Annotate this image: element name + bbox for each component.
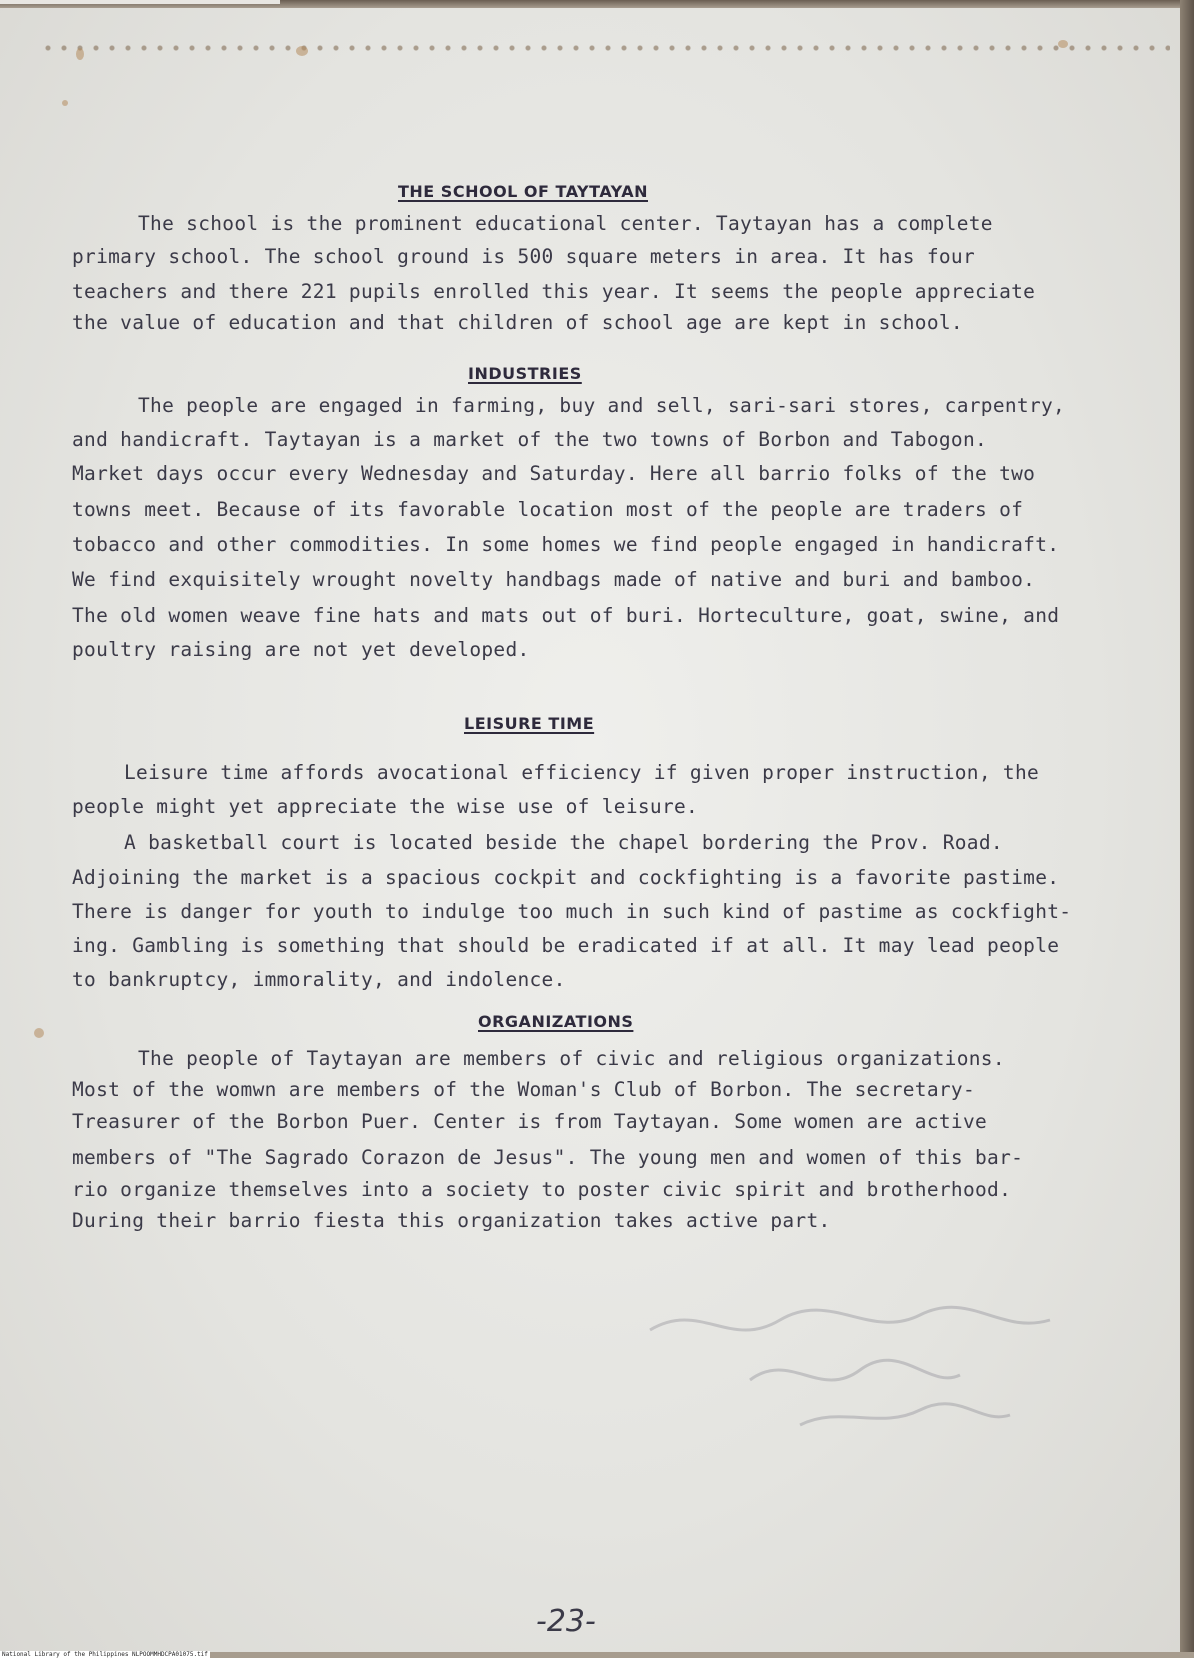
- paper-stain: [62, 100, 68, 106]
- section-heading-leisure: LEISURE TIME: [464, 714, 595, 733]
- section-heading-organizations: ORGANIZATIONS: [478, 1012, 634, 1031]
- paragraph-line: poultry raising are not yet developed.: [72, 638, 530, 661]
- perforation-marks: [40, 36, 1170, 64]
- paragraph-line: A basketball court is located beside the chapel bordering the Prov. Road.: [124, 831, 1003, 854]
- paper-stain: [1058, 40, 1068, 48]
- paragraph-line: Treasurer of the Borbon Puer. Center is from Taytayan. Some women are active: [72, 1110, 988, 1133]
- paragraph-line: towns meet. Because of its favorable location most of the people are traders of: [72, 498, 1024, 521]
- paragraph-line: primary school. The school ground is 500 square meters in area. It has four: [72, 245, 975, 268]
- section-heading-school: THE SCHOOL OF TAYTAYAN: [398, 182, 648, 201]
- paragraph-line: to bankruptcy, immorality, and indolence.: [72, 968, 566, 991]
- paragraph-line: Market days occur every Wednesday and Saturday. Here all barrio folks of the two: [72, 462, 1036, 485]
- faint-signature: [640, 1290, 1060, 1440]
- paragraph-line: the value of education and that children of school age are kept in school.: [72, 311, 963, 334]
- page-number: -23-: [536, 1604, 596, 1639]
- scan-edge-right: [1180, 0, 1194, 1658]
- paragraph-line: There is danger for youth to indulge too much in such kind of pastime as cockfight-: [72, 900, 1072, 923]
- paragraph-line: Adjoining the market is a spacious cockpit and cockfighting is a favorite pastime.: [72, 866, 1060, 889]
- paragraph-line: and handicraft. Taytayan is a market of the two towns of Borbon and Tabogon.: [72, 428, 988, 451]
- footer-caption: National Library of the Philippines NLPOOMMHDCPA01075.tif: [2, 1651, 208, 1658]
- paragraph-line: people might yet appreciate the wise use of leisure.: [72, 795, 699, 818]
- paragraph-line: During their barrio fiesta this organization takes active part.: [72, 1209, 831, 1232]
- paper-stain: [76, 48, 84, 60]
- scan-edge-strip: [0, 0, 280, 4]
- paragraph-line: tobacco and other commodities. In some homes we find people engaged in handicraft.: [72, 533, 1060, 556]
- paragraph-line: The old women weave fine hats and mats out of buri. Horteculture, goat, swine, and: [72, 604, 1060, 627]
- section-heading-industries: INDUSTRIES: [468, 364, 582, 383]
- paragraph-line: rio organize themselves into a society to poster civic spirit and brotherhood.: [72, 1178, 1012, 1201]
- paragraph-line: The people are engaged in farming, buy and sell, sari-sari stores, carpentry,: [138, 394, 1066, 417]
- paragraph-line: ing. Gambling is something that should be eradicated if at all. It may lead people: [72, 934, 1060, 957]
- paper-stain: [296, 46, 308, 56]
- paragraph-line: Leisure time affords avocational efficiency if given proper instruction, the: [124, 761, 1040, 784]
- paragraph-line: Most of the womwn are members of the Woman's Club of Borbon. The secretary-: [72, 1078, 975, 1101]
- paper-stain: [34, 1028, 44, 1038]
- paragraph-line: The school is the prominent educational center. Taytayan has a complete: [138, 212, 993, 235]
- paragraph-line: The people of Taytayan are members of civic and religious organizations.: [138, 1047, 1005, 1070]
- paragraph-line: We find exquisitely wrought novelty handbags made of native and buri and bamboo.: [72, 568, 1036, 591]
- paragraph-line: teachers and there 221 pupils enrolled this year. It seems the people appreciate: [72, 280, 1036, 303]
- paragraph-line: members of "The Sagrado Corazon de Jesus". The young men and women of this bar-: [72, 1146, 1024, 1169]
